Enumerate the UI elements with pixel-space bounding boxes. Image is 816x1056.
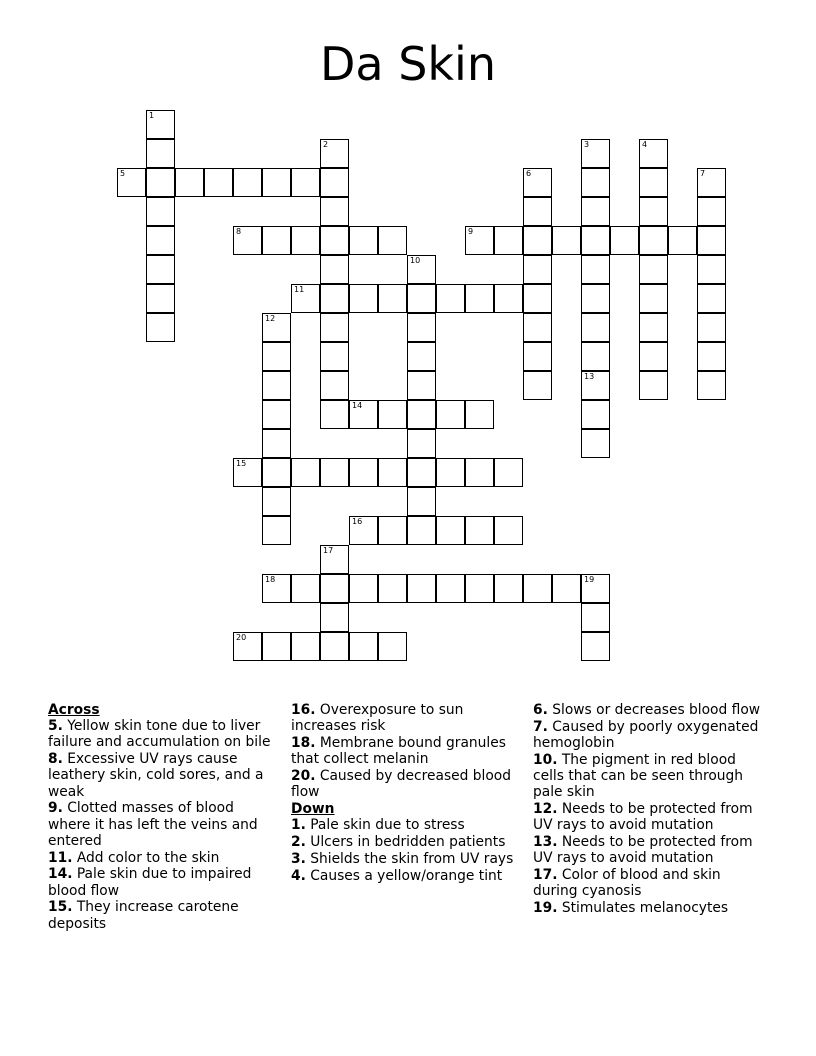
- grid-cell[interactable]: [581, 255, 610, 284]
- grid-cell[interactable]: [523, 168, 552, 197]
- grid-cell[interactable]: [581, 429, 610, 458]
- grid-cell[interactable]: [407, 400, 436, 429]
- grid-cell[interactable]: [320, 139, 349, 168]
- grid-cell[interactable]: [262, 226, 291, 255]
- grid-cell[interactable]: [697, 255, 726, 284]
- clue-number: 2.: [291, 834, 306, 850]
- clue-number: 14.: [48, 866, 73, 883]
- grid-cell[interactable]: [320, 574, 349, 603]
- grid-cell[interactable]: [320, 458, 349, 487]
- grid-cell[interactable]: [407, 313, 436, 342]
- grid-cell[interactable]: [349, 458, 378, 487]
- grid-cell[interactable]: [291, 226, 320, 255]
- clue-number: 6.: [533, 702, 548, 718]
- grid-cell[interactable]: [697, 342, 726, 371]
- grid-cell[interactable]: [639, 255, 668, 284]
- grid-cell[interactable]: [436, 574, 465, 603]
- grid-cell[interactable]: [378, 400, 407, 429]
- grid-cell[interactable]: [581, 632, 610, 661]
- grid-cell[interactable]: [639, 284, 668, 313]
- puzzle-title: Da Skin: [319, 37, 496, 91]
- grid-cell[interactable]: [697, 371, 726, 400]
- grid-cell[interactable]: [523, 226, 552, 255]
- grid-cell[interactable]: [378, 226, 407, 255]
- clue-text: Membrane bound granules that collect melanin: [291, 735, 506, 768]
- grid-cell[interactable]: [581, 574, 610, 603]
- clue-number: 18.: [291, 735, 316, 751]
- grid-cell[interactable]: [581, 139, 610, 168]
- grid-cell[interactable]: [494, 458, 523, 487]
- grid-cell[interactable]: [494, 226, 523, 255]
- clue-number: 9.: [48, 800, 63, 817]
- grid-cell[interactable]: [639, 168, 668, 197]
- grid-cell[interactable]: [291, 168, 320, 197]
- grid-cell[interactable]: [291, 284, 320, 313]
- grid-cell[interactable]: [465, 574, 494, 603]
- clue-text: Add color to the skin: [76, 849, 220, 866]
- clue-across-16: [291, 702, 523, 734]
- clue-number-label: 3: [584, 140, 590, 149]
- grid-cell[interactable]: [552, 574, 581, 603]
- clue-text: Pale skin due to stress: [310, 817, 465, 834]
- clue-down-4: [291, 868, 523, 884]
- grid-cell[interactable]: [378, 458, 407, 487]
- clue-text: Needs to be protected from UV rays to avoid mutation: [533, 834, 753, 867]
- grid-cell[interactable]: [523, 284, 552, 313]
- grid-cell[interactable]: [407, 284, 436, 313]
- clue-text: Needs to be protected from UV rays to avoid mutation: [533, 801, 753, 834]
- grid-cell[interactable]: [465, 516, 494, 545]
- grid-cell[interactable]: [262, 371, 291, 400]
- grid-cell[interactable]: [320, 603, 349, 632]
- clue-number-label: 1: [149, 111, 155, 120]
- grid-cell[interactable]: [349, 574, 378, 603]
- grid-cell[interactable]: [697, 197, 726, 226]
- grid-cell[interactable]: [233, 168, 262, 197]
- grid-cell[interactable]: [349, 226, 378, 255]
- grid-cell[interactable]: [465, 284, 494, 313]
- grid-cell[interactable]: [262, 458, 291, 487]
- clue-number: 3.: [291, 850, 306, 867]
- clue-text: Caused by decreased blood flow: [291, 768, 511, 801]
- clue-number: 16.: [291, 702, 316, 718]
- clue-text: Clotted masses of blood where it has left the veins and entered: [48, 800, 258, 849]
- grid-cell[interactable]: [262, 342, 291, 371]
- grid-cell[interactable]: [378, 632, 407, 661]
- clue-text: The pigment in red blood cells that can be seen through pale skin: [533, 751, 744, 801]
- across-heading: Across: [48, 702, 100, 718]
- clue-text: Caused by poorly oxygenated hemoglobin: [533, 718, 759, 751]
- clue-text: They increase carotene deposits: [48, 899, 239, 932]
- grid-cell[interactable]: [697, 313, 726, 342]
- clue-number-label: 8: [236, 227, 242, 236]
- clue-number-label: 20: [236, 633, 247, 642]
- clue-number-label: 10: [410, 256, 421, 265]
- grid-cell[interactable]: [204, 168, 233, 197]
- grid-cell[interactable]: [262, 632, 291, 661]
- clue-number-label: 9: [468, 227, 474, 236]
- clue-number-label: 13: [584, 372, 595, 381]
- clue-number-label: 18: [265, 575, 276, 584]
- clue-number: 4.: [291, 867, 306, 884]
- clue-number-label: 15: [236, 459, 247, 468]
- grid-cell[interactable]: [494, 284, 523, 313]
- clue-across-11: [48, 850, 280, 866]
- clue-number: 13.: [533, 834, 558, 850]
- clue-across-18: [291, 735, 523, 767]
- grid-cell[interactable]: [349, 516, 378, 545]
- clue-number: 15.: [48, 899, 73, 916]
- grid-cell[interactable]: [262, 487, 291, 516]
- clue-number: 19.: [533, 900, 558, 916]
- grid-cell[interactable]: [581, 284, 610, 313]
- clue-down-3: [291, 851, 523, 867]
- clue-across-15: [48, 899, 280, 931]
- clue-number: 17.: [533, 867, 558, 883]
- grid-cell[interactable]: [581, 400, 610, 429]
- clue-text: Stimulates melanocytes: [561, 900, 729, 916]
- clue-number-label: 17: [323, 546, 334, 555]
- grid-cell[interactable]: [320, 226, 349, 255]
- grid-cell[interactable]: [233, 226, 262, 255]
- clues-column-1: [48, 702, 280, 932]
- clue-down-6: [533, 702, 765, 718]
- clue-text: Yellow skin tone due to liver failure and accumulation on bile: [48, 718, 271, 751]
- grid-cell[interactable]: [639, 313, 668, 342]
- grid-cell[interactable]: [436, 284, 465, 313]
- grid-cell[interactable]: [407, 516, 436, 545]
- grid-cell[interactable]: [436, 400, 465, 429]
- grid-cell[interactable]: [146, 313, 175, 342]
- grid-cell[interactable]: [291, 458, 320, 487]
- grid-cell[interactable]: [320, 342, 349, 371]
- grid-cell[interactable]: [378, 516, 407, 545]
- grid-cell[interactable]: [494, 516, 523, 545]
- grid-cell[interactable]: [639, 139, 668, 168]
- clue-number-label: 19: [584, 575, 595, 584]
- grid-cell[interactable]: [436, 516, 465, 545]
- grid-cell[interactable]: [581, 168, 610, 197]
- grid-cell[interactable]: [349, 284, 378, 313]
- grid-cell[interactable]: [465, 400, 494, 429]
- grid-cell[interactable]: [668, 226, 697, 255]
- clue-number: 8.: [48, 751, 63, 768]
- grid-cell[interactable]: [146, 168, 175, 197]
- clue-down-12: [533, 801, 765, 833]
- clue-down-7: [533, 719, 765, 751]
- grid-cell[interactable]: [320, 284, 349, 313]
- grid-cell[interactable]: [117, 168, 146, 197]
- clue-number-label: 4: [642, 140, 648, 149]
- grid-cell[interactable]: [407, 255, 436, 284]
- grid-cell[interactable]: [639, 342, 668, 371]
- clue-number-label: 12: [265, 314, 276, 323]
- clue-number-label: 14: [352, 401, 363, 410]
- clue-across-14: [48, 866, 280, 898]
- clue-across-9: [48, 800, 280, 849]
- grid-cell[interactable]: [233, 632, 262, 661]
- grid-cell[interactable]: [407, 429, 436, 458]
- clue-text: Pale skin due to impaired blood flow: [48, 866, 252, 899]
- clue-text: Slows or decreases blood flow: [552, 702, 761, 718]
- grid-cell[interactable]: [146, 197, 175, 226]
- clue-text: Causes a yellow/orange tint: [310, 867, 503, 884]
- grid-cell[interactable]: [320, 197, 349, 226]
- clue-text: Overexposure to sun increases risk: [291, 702, 464, 735]
- clue-number: 1.: [291, 817, 306, 834]
- grid-cell[interactable]: [146, 110, 175, 139]
- grid-cell[interactable]: [291, 632, 320, 661]
- down-heading: Down: [291, 801, 335, 817]
- grid-cell[interactable]: [465, 458, 494, 487]
- grid-cell[interactable]: [523, 197, 552, 226]
- grid-cell[interactable]: [407, 458, 436, 487]
- grid-cell[interactable]: [320, 545, 349, 574]
- grid-cell[interactable]: [494, 574, 523, 603]
- clue-text: Ulcers in bedridden patients: [310, 834, 506, 850]
- grid-cell[interactable]: [697, 226, 726, 255]
- grid-cell[interactable]: [378, 574, 407, 603]
- grid-cell[interactable]: [320, 632, 349, 661]
- grid-cell[interactable]: [523, 574, 552, 603]
- clue-number-label: 2: [323, 140, 329, 149]
- grid-cell[interactable]: [262, 429, 291, 458]
- grid-cell[interactable]: [233, 458, 262, 487]
- grid-cell[interactable]: [349, 400, 378, 429]
- grid-cell[interactable]: [291, 574, 320, 603]
- grid-cell[interactable]: [378, 284, 407, 313]
- clue-number: 12.: [533, 801, 558, 817]
- grid-cell[interactable]: [146, 226, 175, 255]
- clue-down-10: [533, 752, 765, 801]
- clue-number-label: 5: [120, 169, 126, 178]
- grid-cell[interactable]: [407, 342, 436, 371]
- clue-number: 7.: [533, 718, 548, 735]
- clue-down-13: [533, 834, 765, 866]
- clue-down-19: [533, 900, 765, 916]
- grid-cell[interactable]: [523, 255, 552, 284]
- clue-number: 5.: [48, 718, 63, 735]
- grid-cell[interactable]: [175, 168, 204, 197]
- clue-down-17: [533, 867, 765, 899]
- grid-cell[interactable]: [581, 313, 610, 342]
- grid-cell[interactable]: [320, 371, 349, 400]
- clue-across-5: [48, 718, 280, 750]
- grid-cell[interactable]: [262, 313, 291, 342]
- grid-cell[interactable]: [262, 516, 291, 545]
- grid-cell[interactable]: [407, 487, 436, 516]
- clue-number: 10.: [533, 751, 558, 768]
- clue-text: Shields the skin from UV rays: [310, 850, 514, 867]
- grid-cell[interactable]: [639, 226, 668, 255]
- grid-cell[interactable]: [320, 313, 349, 342]
- grid-cell[interactable]: [697, 284, 726, 313]
- clue-number-label: 7: [700, 169, 706, 178]
- grid-cell[interactable]: [320, 168, 349, 197]
- clue-number-label: 11: [294, 285, 305, 294]
- grid-cell[interactable]: [146, 255, 175, 284]
- grid-cell[interactable]: [697, 168, 726, 197]
- clue-text: Excessive UV rays cause leathery skin, cold sores, and a weak: [48, 751, 264, 800]
- grid-cell[interactable]: [465, 226, 494, 255]
- grid-cell[interactable]: [523, 342, 552, 371]
- clue-number: 11.: [48, 849, 73, 866]
- grid-cell[interactable]: [581, 226, 610, 255]
- grid-cell[interactable]: [610, 226, 639, 255]
- grid-cell[interactable]: [581, 197, 610, 226]
- grid-cell[interactable]: [436, 458, 465, 487]
- grid-cell[interactable]: [581, 342, 610, 371]
- grid-cell[interactable]: [523, 313, 552, 342]
- grid-cell[interactable]: [349, 632, 378, 661]
- grid-cell[interactable]: [262, 168, 291, 197]
- clue-down-1: [291, 817, 523, 833]
- grid-cell[interactable]: [552, 226, 581, 255]
- grid-cell[interactable]: [581, 371, 610, 400]
- grid-cell[interactable]: [407, 574, 436, 603]
- grid-cell[interactable]: [639, 371, 668, 400]
- clue-across-8: [48, 751, 280, 800]
- grid-cell[interactable]: [146, 284, 175, 313]
- clue-text: Color of blood and skin during cyanosis: [533, 867, 721, 900]
- clues-column-3: [533, 702, 765, 917]
- grid-cell[interactable]: [523, 371, 552, 400]
- clue-down-2: [291, 834, 523, 850]
- clues-column-2: [291, 702, 523, 884]
- grid-cell[interactable]: [320, 255, 349, 284]
- grid-cell[interactable]: [581, 603, 610, 632]
- clue-number: 20.: [291, 768, 316, 784]
- grid-cell[interactable]: [407, 371, 436, 400]
- clue-across-20: [291, 768, 523, 800]
- grid-cell[interactable]: [262, 400, 291, 429]
- clue-number-label: 16: [352, 517, 363, 526]
- clue-number-label: 6: [526, 169, 532, 178]
- grid-cell[interactable]: [639, 197, 668, 226]
- grid-cell[interactable]: [320, 400, 349, 429]
- grid-cell[interactable]: [262, 574, 291, 603]
- grid-cell[interactable]: [146, 139, 175, 168]
